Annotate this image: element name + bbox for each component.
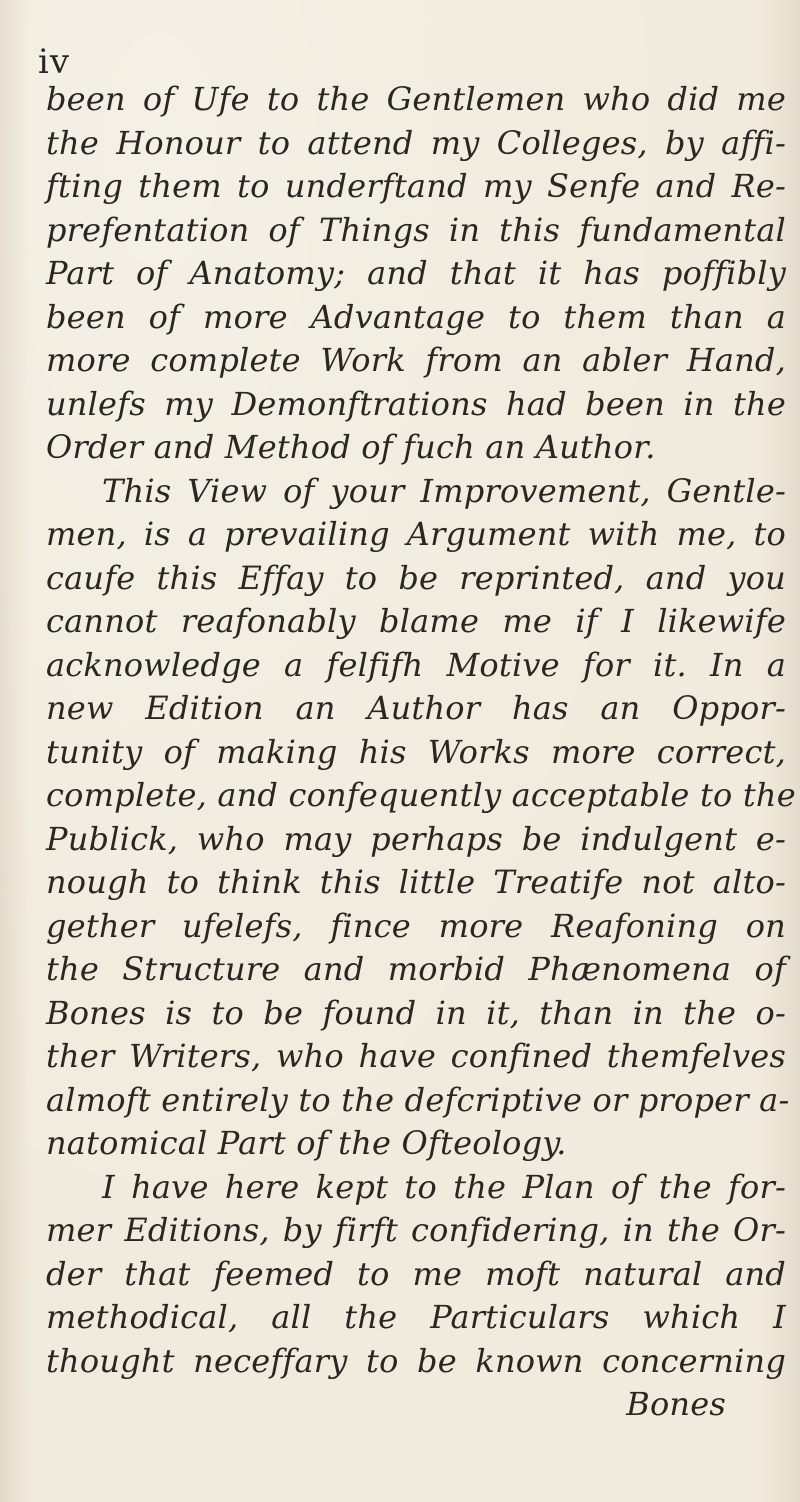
text-line: complete, and confequently acceptable to the: [46, 776, 796, 814]
text-line: mer Editions, by firft confidering, in the Or-: [46, 1211, 786, 1249]
text-line: natomical Part of the Ofteology.: [46, 1124, 567, 1162]
text-line: prefentation of Things in this fundamental: [46, 210, 786, 249]
text-line: fting them to underftand my Senfe and Re-: [46, 167, 786, 205]
text-line: Bones is to be found in it, than in the o-: [46, 993, 786, 1032]
text-line: men, is a prevailing Argument with me, to: [46, 515, 786, 553]
text-line: methodical, all the Particulars which I: [46, 1298, 786, 1336]
text-line: Part of Anatomy; and that it has poffibly: [46, 254, 786, 292]
text-line: been of Ufe to the Gentlemen who did me: [46, 80, 786, 118]
text-line: Order and Method of fuch an Author.: [46, 428, 656, 466]
text-line: been of more Advantage to them than a: [46, 297, 786, 336]
paragraph-start-line: I have here kept to the Plan of the for-: [102, 1167, 786, 1206]
text-line: der that feemed to me moft natural and: [46, 1254, 786, 1293]
text-line: caufe this Effay to be reprinted, and you: [46, 558, 786, 597]
text-line: the Honour to attend my Colleges, by affi-: [46, 123, 786, 162]
paragraph-start-line: This View of your Improvement, Gentle-: [102, 471, 786, 510]
page-number: iv: [38, 42, 71, 82]
text-line: cannot reafonably blame me if I likewife: [46, 602, 786, 640]
body-text: [46, 78, 796, 1427]
text-line: ther Writers, who have confined themfelves: [46, 1037, 786, 1075]
text-line: almoft entirely to the defcriptive or proper a-: [46, 1080, 790, 1119]
text-line: acknowledge a felfifh Motive for it. In a: [46, 645, 786, 684]
text-line: gether ufelefs, fince more Reafoning on: [46, 906, 786, 945]
text-line: Publick, who may perhaps be indulgent e-: [46, 819, 786, 858]
text-line: nough to think this little Treatife not alto-: [46, 863, 786, 901]
text-line: thought neceffary to be known concerning: [46, 1341, 786, 1380]
text-line: unlefs my Demonftrations had been in the: [46, 384, 786, 423]
text-line: more complete Work from an abler Hand,: [46, 341, 786, 379]
catchword: Bones: [626, 1385, 726, 1423]
text-line: the Structure and morbid Phænomena of: [46, 950, 786, 988]
text-line: new Edition an Author has an Oppor-: [46, 689, 786, 727]
text-line: tunity of making his Works more correct,: [46, 732, 786, 771]
